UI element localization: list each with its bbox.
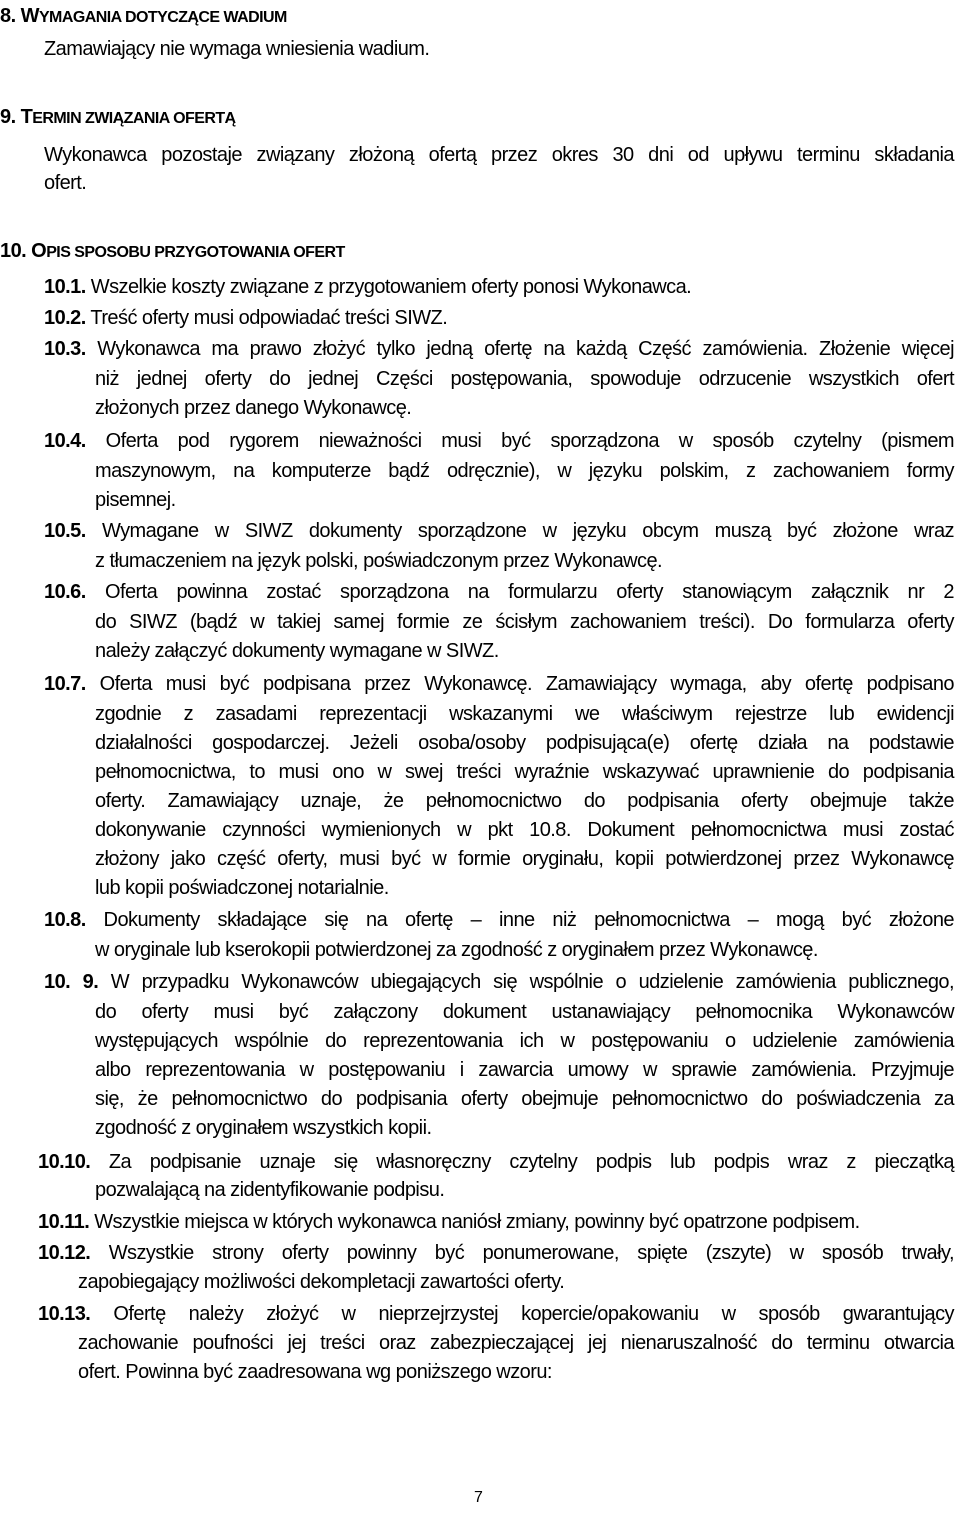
item-10-11 xyxy=(38,1210,860,1234)
heading-initial: T xyxy=(20,106,33,128)
section-8-body: Zamawiający nie wymaga wniesienia wadium. xyxy=(44,38,430,60)
item-number: 10.4. xyxy=(44,430,86,452)
heading-rest: ERMIN ZWIĄZANIA OFERTĄ xyxy=(32,110,236,127)
section-9-body-line-2: ofert. xyxy=(44,172,87,194)
item-text-line: Wszelkie koszty związane z przygotowaniem oferty ponosi Wykonawca. xyxy=(90,276,692,298)
section-9-body-line-1: Wykonawca pozostaje związany złożoną ofertą przez okres 30 dni od upływu terminu składania xyxy=(44,144,954,166)
item-10-10-line-2: pozwalającą na zidentyfikowanie podpisu. xyxy=(95,1179,445,1201)
item-text-line: Wszystkie miejsca w których wykonawca naniósł zmiany, powinny być opatrzone podpisem. xyxy=(94,1211,860,1233)
item-text-line: W przypadku Wykonawców ubiegających się wspólnie o udzielenie zamówienia publicznego, xyxy=(110,971,954,993)
item-text-line: Wymagane w SIWZ dokumenty sporządzone w języku obcym muszą być złożone wraz xyxy=(101,520,954,542)
item-10-7-line-3: działalności gospodarczej. Jeżeli osoba/osoby podpisująca(e) ofertę działa na podstawie xyxy=(95,732,954,754)
item-10-2 xyxy=(44,306,447,330)
item-text-line: Dokumenty składające się na ofertę – inne niż pełnomocnictwa – mogą być złożone xyxy=(103,909,954,931)
item-10-10-line-1 xyxy=(38,1150,954,1174)
item-10-13-line-3: ofert. Powinna być zaadresowana wg poniższego wzoru: xyxy=(78,1361,552,1383)
item-number: 10.11. xyxy=(38,1211,90,1233)
heading-rest: PIS SPOSOBU PRZYGOTOWANIA OFERT xyxy=(46,244,345,261)
section-8-heading xyxy=(0,4,287,30)
item-10-7-line-2: zgodnie z zasadami reprezentacji wskazanymi we właściwym rejestrze lub ewidencji xyxy=(95,703,954,725)
item-number: 10. 9. xyxy=(44,971,99,993)
section-10-heading xyxy=(0,239,345,265)
item-10-6-line-2: do SIWZ (bądź w takiej samej formie ze ścisłym zachowaniem treści). Do formularza oferty xyxy=(95,611,954,633)
section-number: 9. xyxy=(0,106,16,128)
item-10-8-line-1 xyxy=(44,908,954,932)
item-text-line: Oferta musi być podpisana przez Wykonawcę. Zamawiający wymaga, aby ofertę podpisano xyxy=(99,673,955,695)
page-number: 7 xyxy=(474,1489,483,1506)
item-10-7-line-1 xyxy=(44,672,954,696)
item-text-line: Wszystkie strony oferty powinny być ponumerowane, spięte (zszyte) w sposób trwały, xyxy=(108,1242,954,1264)
item-number: 10.6. xyxy=(44,581,86,603)
item-10-7-line-7: złożony jako część oferty, musi być w formie oryginału, kopii potwierdzonej przez Wykonawcę xyxy=(95,848,954,870)
item-number: 10.2. xyxy=(44,307,86,329)
item-10-12-line-1 xyxy=(38,1241,954,1265)
item-10-1 xyxy=(44,275,691,299)
item-10-4-line-2: maszynowym, na komputerze bądź odręcznie), w języku polskim, z zachowaniem formy xyxy=(95,460,954,482)
item-text-line: Wykonawca ma prawo złożyć tylko jedną ofertę na każdą Część zamówienia. Złożenie więcej xyxy=(97,338,954,360)
item-text-line: Ofertę należy złożyć w nieprzejrzystej kopercie/opakowaniu w sposób gwarantujący xyxy=(113,1303,954,1325)
item-10-4-line-3: pisemnej. xyxy=(95,489,176,511)
item-10-6-line-1 xyxy=(44,580,954,604)
item-10-6-line-3: należy załączyć dokumenty wymagane w SIWZ. xyxy=(95,640,499,662)
item-text-line: Treść oferty musi odpowiadać treści SIWZ. xyxy=(90,307,448,329)
item-10-9-line-6: zgodność z oryginałem wszystkich kopii. xyxy=(95,1117,432,1139)
item-number: 10.3. xyxy=(44,338,86,360)
item-10-9-line-5: się, że pełnomocnictwo do podpisania oferty obejmuje pełnomocnictwo do poświadczenia za xyxy=(95,1088,954,1110)
item-10-7-line-8: lub kopii poświadczonej notarialnie. xyxy=(95,877,389,899)
item-text-line: Za podpisanie uznaje się własnoręczny czytelny podpis lub podpis wraz z pieczątką xyxy=(108,1151,954,1173)
item-number: 10.10. xyxy=(38,1151,91,1173)
item-10-7-line-6: dokonywanie czynności wymienionych w pkt 10.8. Dokument pełnomocnictwa musi zostać xyxy=(95,819,954,841)
item-10-12-line-2: zapobiegający możliwości dekompletacji zawartości oferty. xyxy=(78,1271,565,1293)
item-10-3-line-3: złożonych przez danego Wykonawcę. xyxy=(95,397,412,419)
item-10-7-line-4: pełnomocnictwa, to musi ono w swej treści wyraźnie wskazywać uprawnienie do podpisania xyxy=(95,761,954,783)
item-text-line: Oferta pod rygorem nieważności musi być sporządzona w sposób czytelny (pismem xyxy=(105,430,954,452)
heading-rest: YMAGANIA DOTYCZĄCE WADIUM xyxy=(38,9,287,26)
item-10-4-line-1 xyxy=(44,429,954,453)
item-number: 10.8. xyxy=(44,909,86,931)
item-10-5-line-1 xyxy=(44,519,954,543)
item-10-13-line-1 xyxy=(38,1302,954,1326)
item-number: 10.7. xyxy=(44,673,86,695)
item-text-line: Oferta powinna zostać sporządzona na formularzu oferty stanowiącym załącznik nr 2 xyxy=(104,581,954,603)
item-number: 10.13. xyxy=(38,1303,91,1325)
heading-initial: O xyxy=(31,240,47,262)
item-10-9-line-3: występujących wspólnie do reprezentowania ich w postępowaniu o udzielenie zamówienia xyxy=(95,1030,954,1052)
item-10-9-line-2: do oferty musi być załączony dokument ustanawiający pełnomocnika Wykonawców xyxy=(95,1001,954,1023)
item-10-13-line-2: zachowanie poufności jej treści oraz zabezpieczającej jej nienaruszalność do terminu otwarcia xyxy=(78,1332,954,1354)
item-10-5-line-2: z tłumaczeniem na język polski, poświadczonym przez Wykonawcę. xyxy=(95,550,663,572)
item-10-9-line-4: albo reprezentowania w postępowaniu i zawarcia umowy w sprawie zamówienia. Przyjmuje xyxy=(95,1059,954,1081)
item-10-8-line-2: w oryginale lub kserokopii potwierdzonej za zgodność z oryginałem przez Wykonawcę. xyxy=(95,939,818,961)
section-number: 8. xyxy=(0,5,16,27)
heading-initial: W xyxy=(20,5,39,27)
section-9-heading xyxy=(0,105,236,131)
item-10-7-line-5: oferty. Zamawiający uznaje, że pełnomocnictwo do podpisania oferty obejmuje także xyxy=(95,790,954,812)
item-number: 10.12. xyxy=(38,1242,91,1264)
item-number: 10.5. xyxy=(44,520,86,542)
section-number: 10. xyxy=(0,240,27,262)
item-10-3-line-1 xyxy=(44,337,954,361)
item-10-9-line-1 xyxy=(44,970,954,994)
item-10-3-line-2: niż jednej oferty do jednej Części postępowania, spowoduje odrzucenie wszystkich ofert xyxy=(95,368,954,390)
item-number: 10.1. xyxy=(44,276,86,298)
